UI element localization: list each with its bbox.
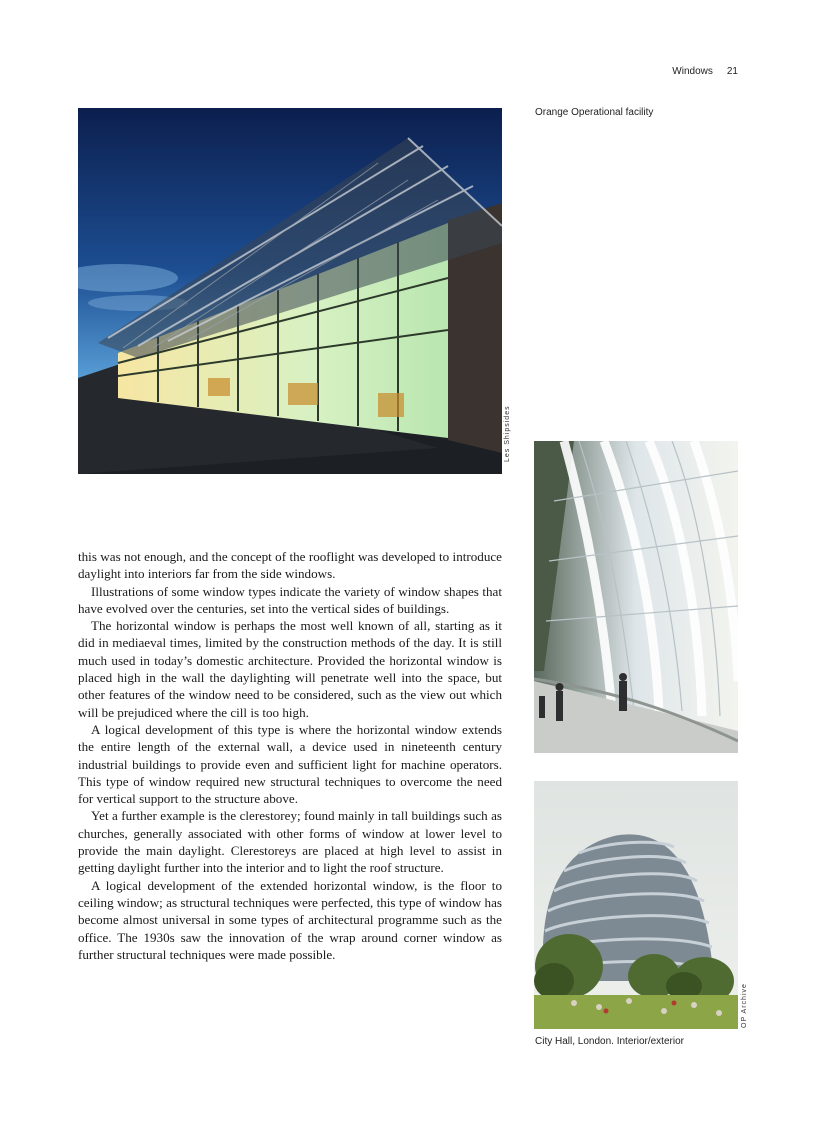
city-hall-interior-photo: [534, 441, 738, 753]
paragraph: A logical development of this type is where the horizontal window extends the entire length of the external wall, a device used in nineteenth century industrial buildings to provide even and sufficient light for machine operators. This type of window required new structural techniques to overcome the need for vertical support to the structure above.: [78, 721, 502, 807]
caption-orange-facility: Orange Operational facility: [535, 107, 654, 118]
paragraph: this was not enough, and the concept of the rooflight was developed to introduce daylight into interiors far from the side windows.: [78, 549, 502, 582]
paragraph: The horizontal window is perhaps the most well known of all, starting as it did in mediaeval times, limited by the construction methods of the day. It is still much used in today’s domestic architecture. Provided the horizontal window is placed high in the wall the daylighting will penetrate well into the space, but other features of the window need to be considered, such as the view out which will be prejudiced where the cill is too high.: [78, 618, 502, 720]
orange-facility-photo: [78, 108, 502, 474]
photo-credit-orange: Les Shipsides: [504, 405, 511, 462]
paragraph: Yet a further example is the clerestorey; found mainly in tall buildings such as churches, generally associated with other forms of window at lower level to provide the main daylight. Clerestoreys are placed at high level to assist in getting daylight further into the interior and to light the roof structure.: [78, 808, 502, 876]
paragraph: A logical development of the extended horizontal window, is the floor to ceiling window; as structural techniques were perfected, this type of window has become almost universal in some types of architectural programme such as the office. The 1930s saw the innovation of the wrap around corner window as further structural techniques were made possible.: [78, 877, 502, 962]
section-title: Windows: [672, 66, 713, 77]
body-text: [78, 548, 502, 963]
photo-credit-city-hall: OP Archive: [741, 983, 748, 1028]
running-head: [672, 66, 738, 77]
page-number: 21: [726, 66, 738, 77]
paragraph: Illustrations of some window types indicate the variety of window shapes that have evolved over the centuries, set into the vertical sides of buildings.: [78, 583, 502, 616]
city-hall-exterior-photo: [534, 781, 738, 1029]
caption-city-hall: City Hall, London. Interior/exterior: [535, 1036, 684, 1047]
